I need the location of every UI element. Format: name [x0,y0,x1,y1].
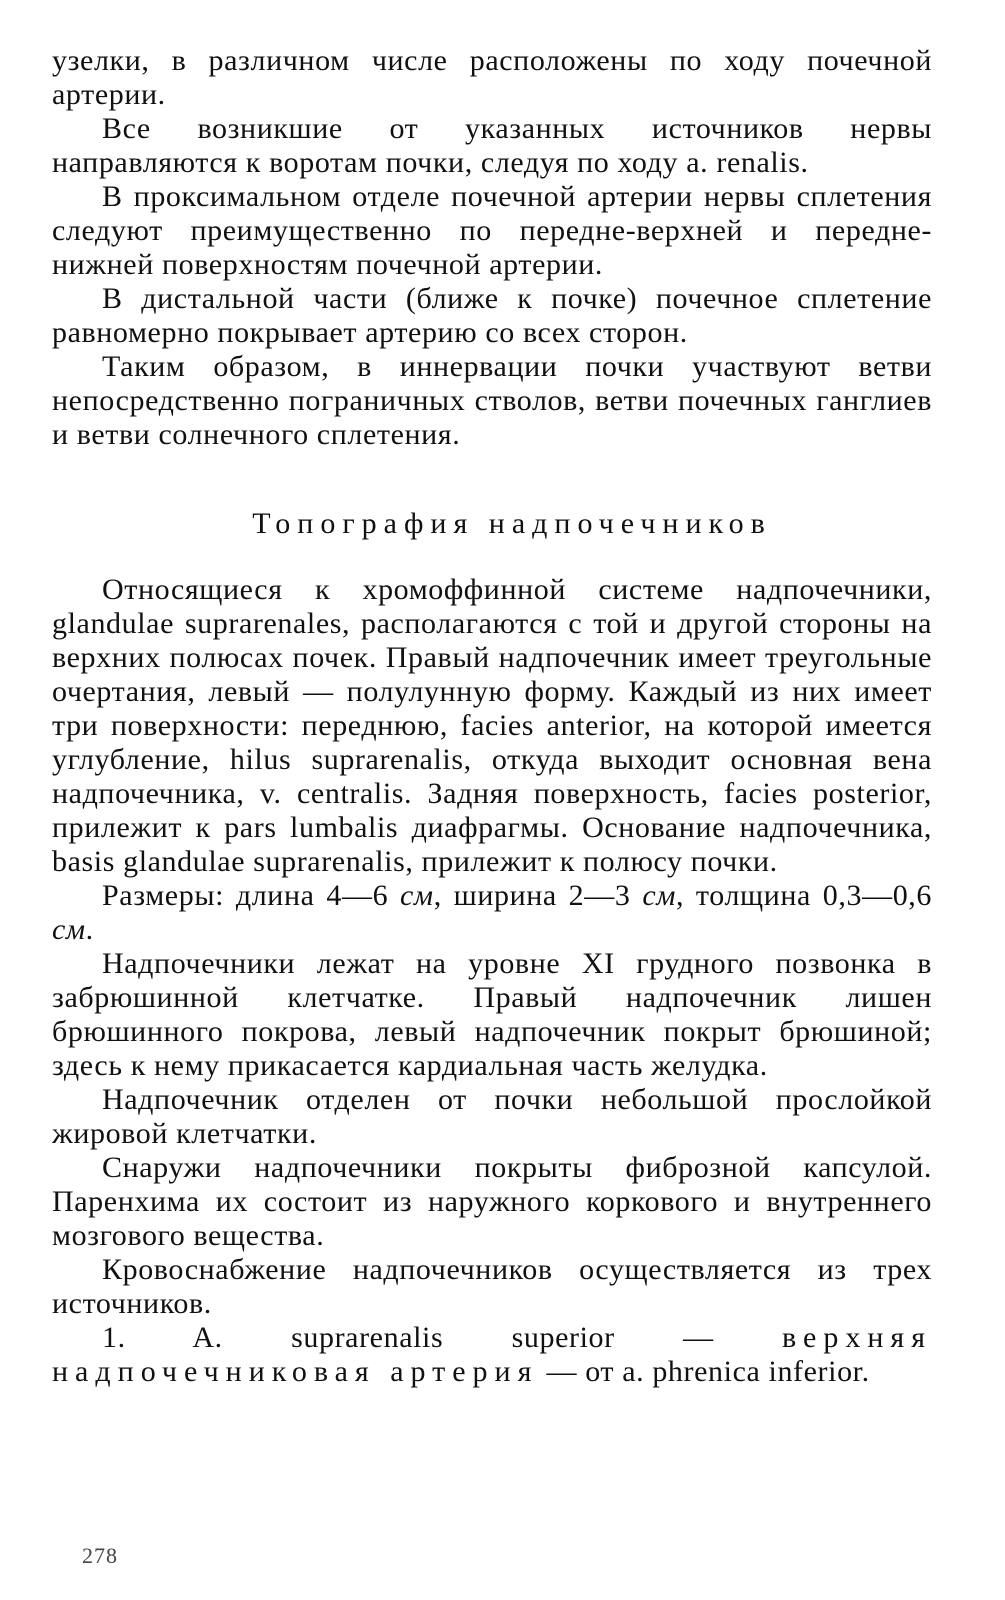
paragraph: Снаружи надпочечники покрыты фиброзной капсулой. Паренхима их состоит из наружного коркового и внутреннего мозгового вещества. [52,1151,932,1252]
paragraph: Надпочечник отделен от почки небольшой прослойкой жировой клетчатки. [52,1083,932,1150]
paragraph: Все возникшие от указанных источников нервы направляются к воротам почки, следуя по ходу a. renalis. [52,112,932,179]
paragraph: Кровоснабжение надпочечников осуществляется из трех источников. [52,1253,932,1320]
section-heading: Топография надпочечников [252,507,772,540]
paragraph: узелки, в различном числе расположены по ходу почечной артерии. [52,44,932,111]
list-item: 1. A. suprarenalis superior — верхняя надпочечниковая артерия — от a. phrenica inferior. [52,1321,932,1388]
sizes-paragraph: Размеры: длина 4—6 см, ширина 2—3 см, толщина 0,3—0,6 см. [52,879,932,946]
page-number: 278 [82,1543,118,1568]
paragraph: Таким образом, в иннервации почки участвуют ветви непосредственно пограничных стволов, ветви почечных ганглиев и ветви солнечного сплетения. [52,350,932,451]
page-text [52,44,932,1389]
paragraph: В проксимальном отделе почечной артерии нервы сплетения следуют преимущественно по передне-верхней и передне-нижней поверхностям почечной артерии. [52,180,932,281]
paragraph: В дистальной части (ближе к почке) почечное сплетение равномерно покрывает артерию со всех сторон. [52,282,932,349]
paragraph: Надпочечники лежат на уровне XI грудного позвонка в забрюшинной клетчатке. Правый надпочечник лишен брюшинного покрова, левый надпочечник покрыт брюшиной; здесь к нему прикасается кардиальная часть желудка. [52,947,932,1082]
paragraph: Относящиеся к хромоффинной системе надпочечники, glandulae suprarenales, располагаются с той и другой стороны на верхних полюсах почек. Правый надпочечник имеет треугольные очертания, левый — полулунную форму. Каждый из них имеет три поверхности: переднюю, facies anterior, на которой имеется углубление, hilus suprarenalis, откуда выходит основная вена надпочечника, v. centralis. Задняя поверхность, facies posterior, прилежит к pars lumbalis диафрагмы. Основание надпочечника, basis glandulae suprarenalis, прилежит к полюсу почки. [52,573,932,878]
